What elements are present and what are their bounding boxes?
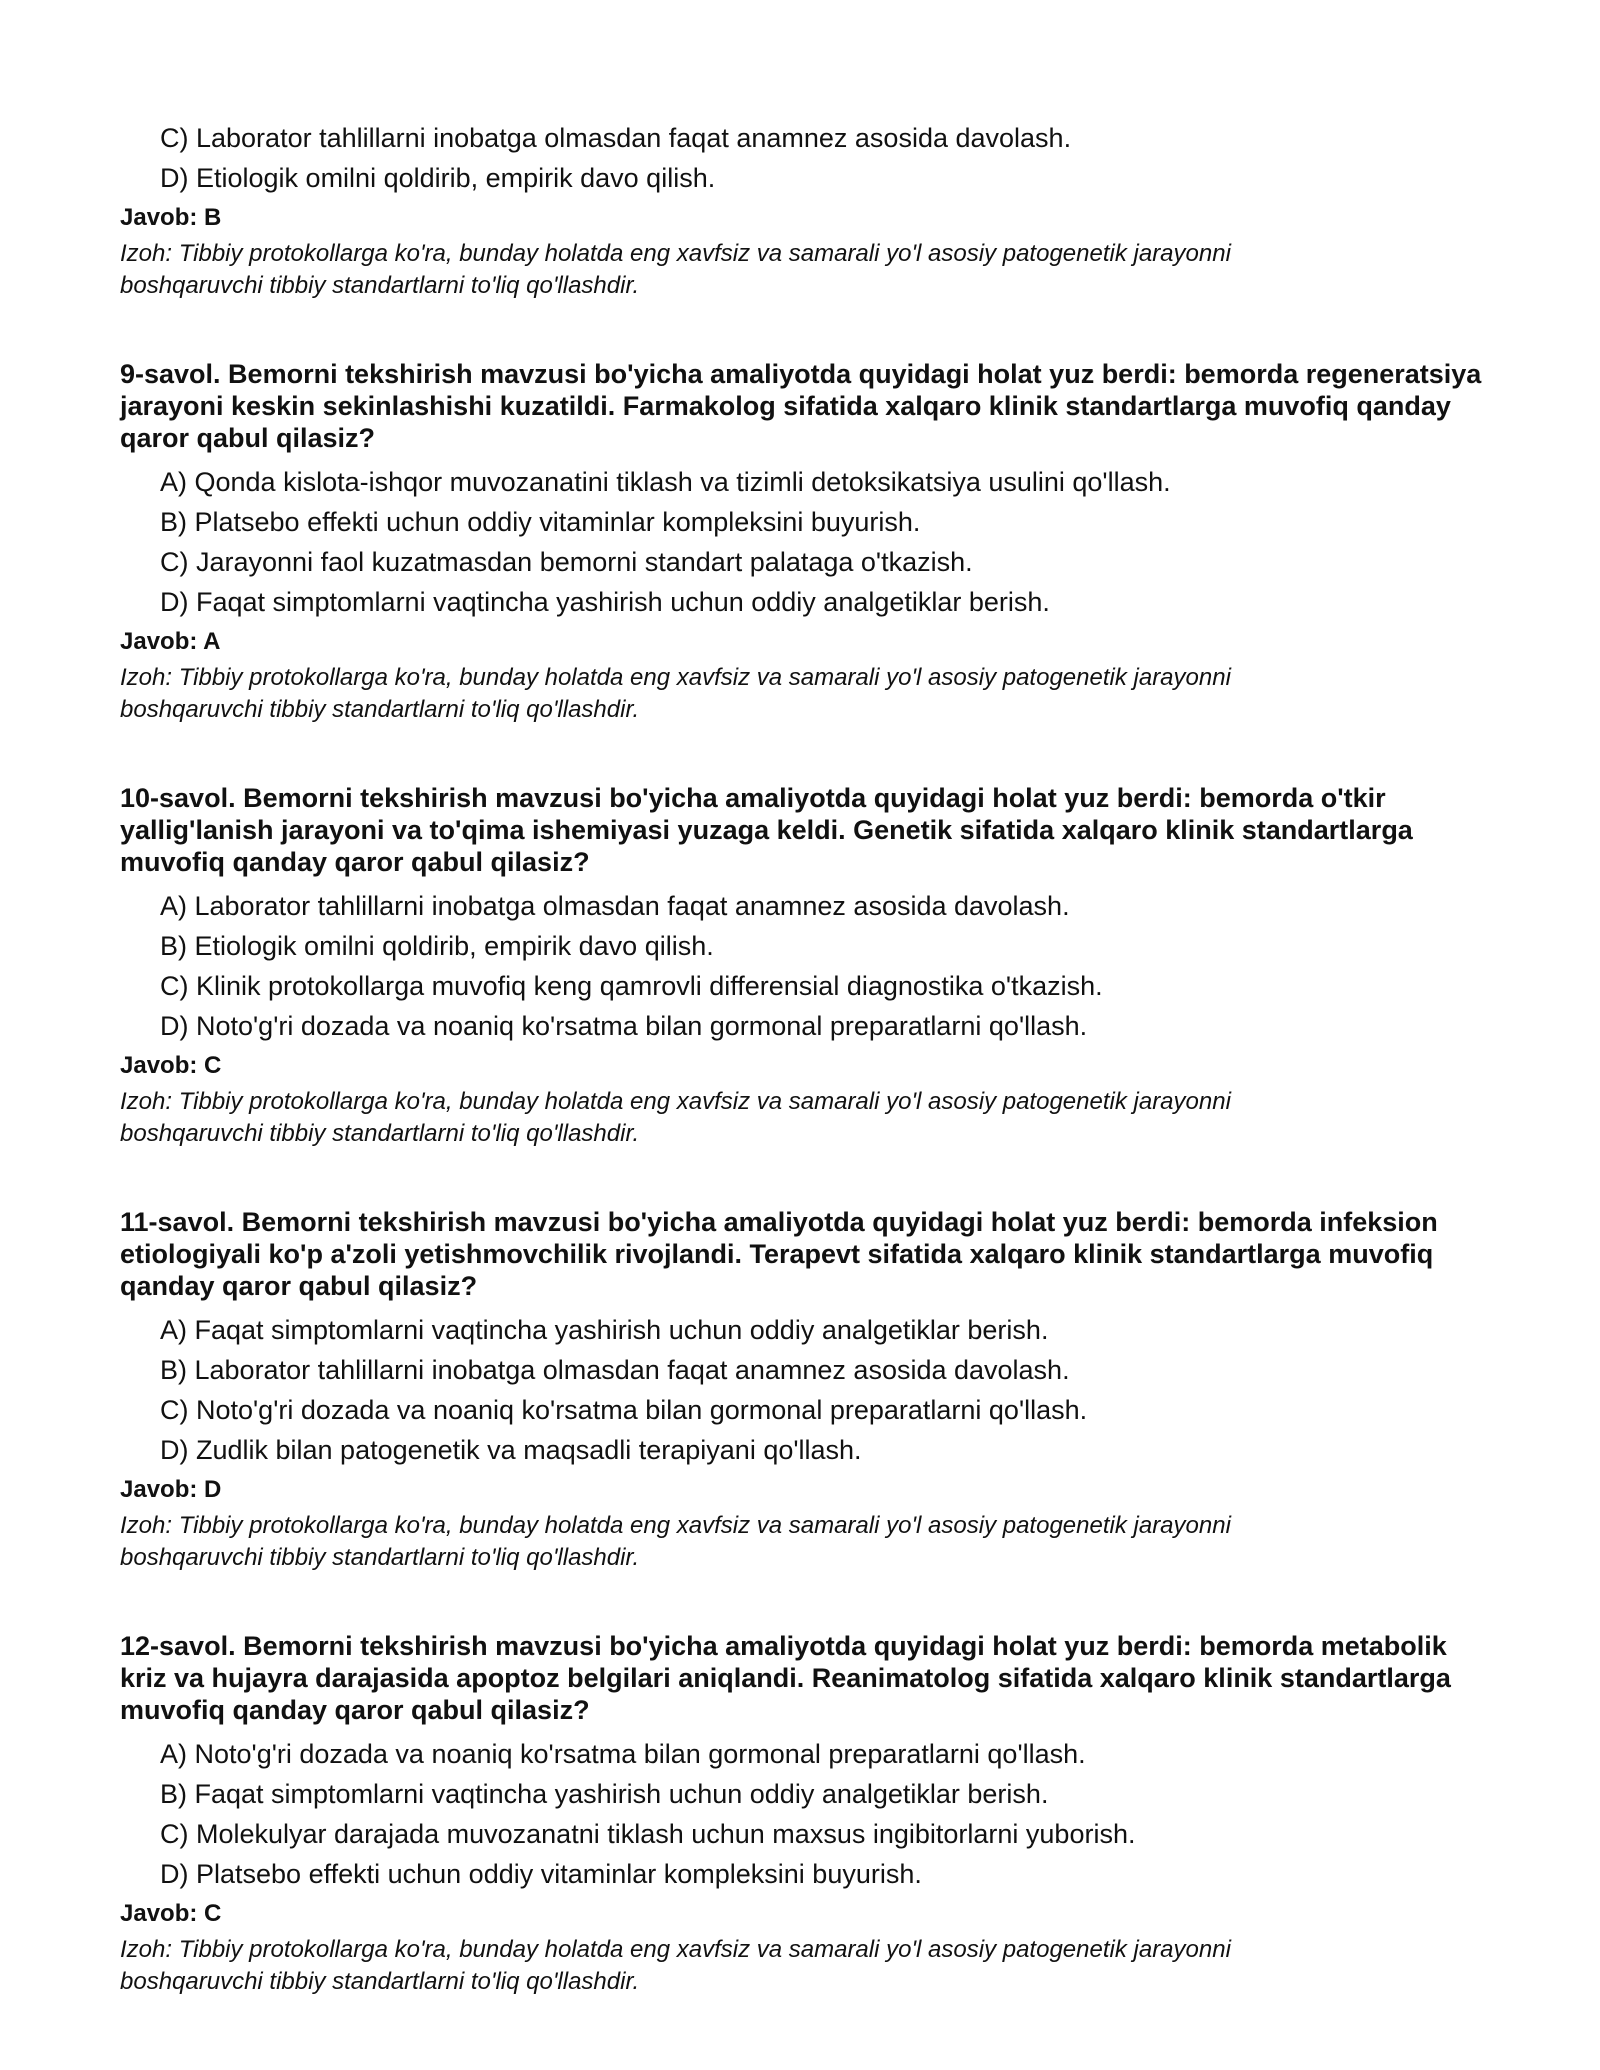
option-c: C) Jarayonni faol kuzatmasdan bemorni standart palataga o'tkazish. bbox=[160, 547, 973, 577]
question-text: 12-savol. Bemorni tekshirish mavzusi bo'yicha amaliyotda quyidagi holat yuz berdi: bemorda metabolik kriz va hujayra darajasida apoptoz belgilari aniqlandi. Reanimatolog sifatida xalqaro klinik standartlarga muvofiq qanday qaror qabul qilasiz? bbox=[120, 1631, 1451, 1725]
option-d: D) Etiologik omilni qoldirib, empirik davo qilish. bbox=[160, 163, 716, 193]
question-10 bbox=[120, 782, 1500, 1150]
option-b: B) Laborator tahlillarni inobatga olmasdan faqat anamnez asosida davolash. bbox=[160, 1355, 1070, 1385]
document-page bbox=[120, 118, 1500, 1998]
answer: Javob: B bbox=[120, 204, 222, 231]
option-a: A) Laborator tahlillarni inobatga olmasdan faqat anamnez asosida davolash. bbox=[160, 891, 1070, 921]
option-a: A) Faqat simptomlarni vaqtincha yashirish uchun oddiy analgetiklar berish. bbox=[160, 1315, 1049, 1345]
question-8-tail bbox=[120, 118, 1500, 302]
answer: Javob: C bbox=[120, 1900, 222, 1927]
explanation: Izoh: Tibbiy protokollarga ko'ra, bunday holatda eng xavfsiz va samarali yo'l asosiy patogenetik jarayonni boshqaruvchi tibbiy standartlarni to'liq qo'llashdir. bbox=[120, 1936, 1231, 1995]
answer: Javob: D bbox=[120, 1476, 222, 1503]
question-text: 11-savol. Bemorni tekshirish mavzusi bo'yicha amaliyotda quyidagi holat yuz berdi: bemorda infeksion etiologiyali ko'p a'zoli yetishmovchilik rivojlandi. Terapevt sifatida xalqaro klinik standartlarga muvofiq qanday qaror qabul qilasiz? bbox=[120, 1207, 1438, 1301]
explanation: Izoh: Tibbiy protokollarga ko'ra, bunday holatda eng xavfsiz va samarali yo'l asosiy patogenetik jarayonni boshqaruvchi tibbiy standartlarni to'liq qo'llashdir. bbox=[120, 240, 1231, 299]
question-text: 9-savol. Bemorni tekshirish mavzusi bo'yicha amaliyotda quyidagi holat yuz berdi: bemorda regeneratsiya jarayoni keskin sekinlashishi kuzatildi. Farmakolog sifatida xalqaro klinik standartlarga muvofiq qanday qaror qabul qilasiz? bbox=[120, 359, 1482, 453]
option-b: B) Faqat simptomlarni vaqtincha yashirish uchun oddiy analgetiklar berish. bbox=[160, 1779, 1049, 1809]
explanation: Izoh: Tibbiy protokollarga ko'ra, bunday holatda eng xavfsiz va samarali yo'l asosiy patogenetik jarayonni boshqaruvchi tibbiy standartlarni to'liq qo'llashdir. bbox=[120, 1512, 1231, 1571]
explanation: Izoh: Tibbiy protokollarga ko'ra, bunday holatda eng xavfsiz va samarali yo'l asosiy patogenetik jarayonni boshqaruvchi tibbiy standartlarni to'liq qo'llashdir. bbox=[120, 1088, 1231, 1147]
explanation: Izoh: Tibbiy protokollarga ko'ra, bunday holatda eng xavfsiz va samarali yo'l asosiy patogenetik jarayonni boshqaruvchi tibbiy standartlarni to'liq qo'llashdir. bbox=[120, 664, 1231, 723]
option-b: B) Platsebo effekti uchun oddiy vitaminlar kompleksini buyurish. bbox=[160, 507, 921, 537]
option-c: C) Molekulyar darajada muvozanatni tiklash uchun maxsus ingibitorlarni yuborish. bbox=[160, 1819, 1136, 1849]
question-11 bbox=[120, 1206, 1500, 1574]
question-12 bbox=[120, 1630, 1500, 1998]
option-d: D) Noto'g'ri dozada va noaniq ko'rsatma bilan gormonal preparatlarni qo'llash. bbox=[160, 1011, 1088, 1041]
question-text: 10-savol. Bemorni tekshirish mavzusi bo'yicha amaliyotda quyidagi holat yuz berdi: bemorda o'tkir yallig'lanish jarayoni va to'qima ishemiyasi yuzaga keldi. Genetik sifatida xalqaro klinik standartlarga muvofiq qanday qaror qabul qilasiz? bbox=[120, 783, 1413, 877]
answer: Javob: A bbox=[120, 628, 221, 655]
option-d: D) Zudlik bilan patogenetik va maqsadli terapiyani qo'llash. bbox=[160, 1435, 862, 1465]
option-a: A) Noto'g'ri dozada va noaniq ko'rsatma bilan gormonal preparatlarni qo'llash. bbox=[160, 1739, 1086, 1769]
option-d: D) Faqat simptomlarni vaqtincha yashirish uchun oddiy analgetiklar berish. bbox=[160, 587, 1050, 617]
option-c: C) Klinik protokollarga muvofiq keng qamrovli differensial diagnostika o'tkazish. bbox=[160, 971, 1103, 1001]
answer: Javob: C bbox=[120, 1052, 222, 1079]
option-b: B) Etiologik omilni qoldirib, empirik davo qilish. bbox=[160, 931, 714, 961]
option-c: C) Laborator tahlillarni inobatga olmasdan faqat anamnez asosida davolash. bbox=[160, 123, 1072, 153]
option-a: A) Qonda kislota-ishqor muvozanatini tiklash va tizimli detoksikatsiya usulini qo'llash. bbox=[160, 467, 1171, 497]
option-c: C) Noto'g'ri dozada va noaniq ko'rsatma bilan gormonal preparatlarni qo'llash. bbox=[160, 1395, 1088, 1425]
question-9 bbox=[120, 358, 1500, 726]
option-d: D) Platsebo effekti uchun oddiy vitaminlar kompleksini buyurish. bbox=[160, 1859, 922, 1889]
